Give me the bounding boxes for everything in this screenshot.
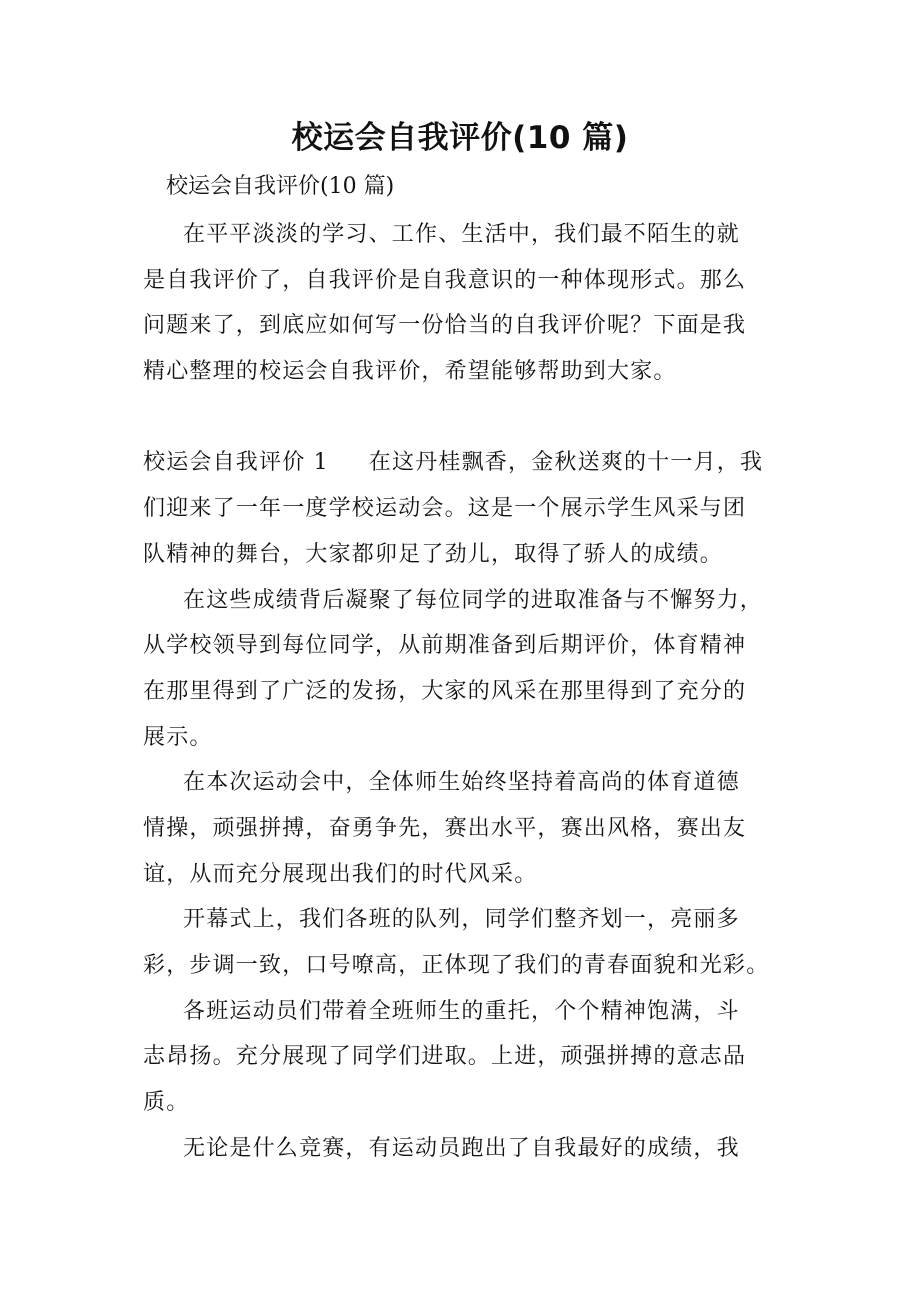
paragraph-line: 是自我评价了，自我评价是自我意识的一种体现形式。那么	[143, 267, 747, 293]
paragraph-line: 展示。	[143, 724, 213, 750]
document-title: 校运会自我评价(10 篇)	[291, 120, 629, 156]
section-heading: 校运会自我评价 1	[143, 450, 329, 476]
paragraph-line: 质。	[143, 1090, 190, 1116]
paragraph-line: 从学校领导到每位同学，从前期准备到后期评价，体育精神	[143, 633, 747, 659]
intro-paragraph	[143, 212, 783, 395]
paragraph-line: 在本次运动会中，全体师生始终坚持着高尚的体育道德	[183, 770, 740, 796]
paragraph-line: 在这些成绩背后凝聚了每位同学的进取准备与不懈努力，	[183, 587, 764, 613]
paragraph-3	[143, 760, 783, 897]
paragraph-2	[143, 578, 783, 761]
paragraph-line: 开幕式上，我们各班的队列，同学们整齐划一，亮丽多	[183, 907, 740, 933]
paragraph-line: 队精神的舞台，大家都卯足了劲儿，取得了骄人的成绩。	[143, 541, 724, 567]
paragraph-line: 谊，从而充分展现出我们的时代风采。	[143, 861, 538, 887]
blank-line	[143, 395, 783, 441]
document-body	[143, 212, 783, 1171]
paragraph-4	[143, 897, 783, 988]
section-first-line	[143, 440, 783, 486]
paragraph-line: 们迎来了一年一度学校运动会。这是一个展示学生风采与团	[143, 496, 747, 522]
paragraph-line: 情操，顽强拼搏，奋勇争先，赛出水平，赛出风格，赛出友	[143, 815, 747, 841]
paragraph-line: 彩，步调一致，口号嘹高，正体现了我们的青春面貌和光彩。	[143, 953, 770, 978]
section-first-line-text: 在这丹桂飘香，金秋送爽的十一月，我	[368, 450, 764, 476]
paragraph-line: 志昂扬。充分展现了同学们进取。上进，顽强拼搏的意志品	[143, 1044, 747, 1070]
paragraph-line: 无论是什么竞赛，有运动员跑出了自我最好的成绩，我	[183, 1135, 740, 1161]
document-subtitle: 校运会自我评价(10 篇)	[166, 174, 395, 199]
paragraph-line: 在那里得到了广泛的发扬，大家的风采在那里得到了充分的	[143, 678, 747, 704]
paragraph-6	[143, 1126, 783, 1172]
paragraph-line: 问题来了，到底应如何写一份恰当的自我评价呢？下面是我	[143, 313, 747, 339]
paragraph-line: 各班运动员们带着全班师生的重托，个个精神饱满，斗	[183, 998, 740, 1024]
paragraph-line: 在平平淡淡的学习、工作、生活中，我们最不陌生的就	[183, 222, 740, 247]
section-1-paragraph	[143, 440, 783, 577]
paragraph-line: 精心整理的校运会自我评价，希望能够帮助到大家。	[143, 359, 677, 385]
paragraph-5	[143, 989, 783, 1126]
